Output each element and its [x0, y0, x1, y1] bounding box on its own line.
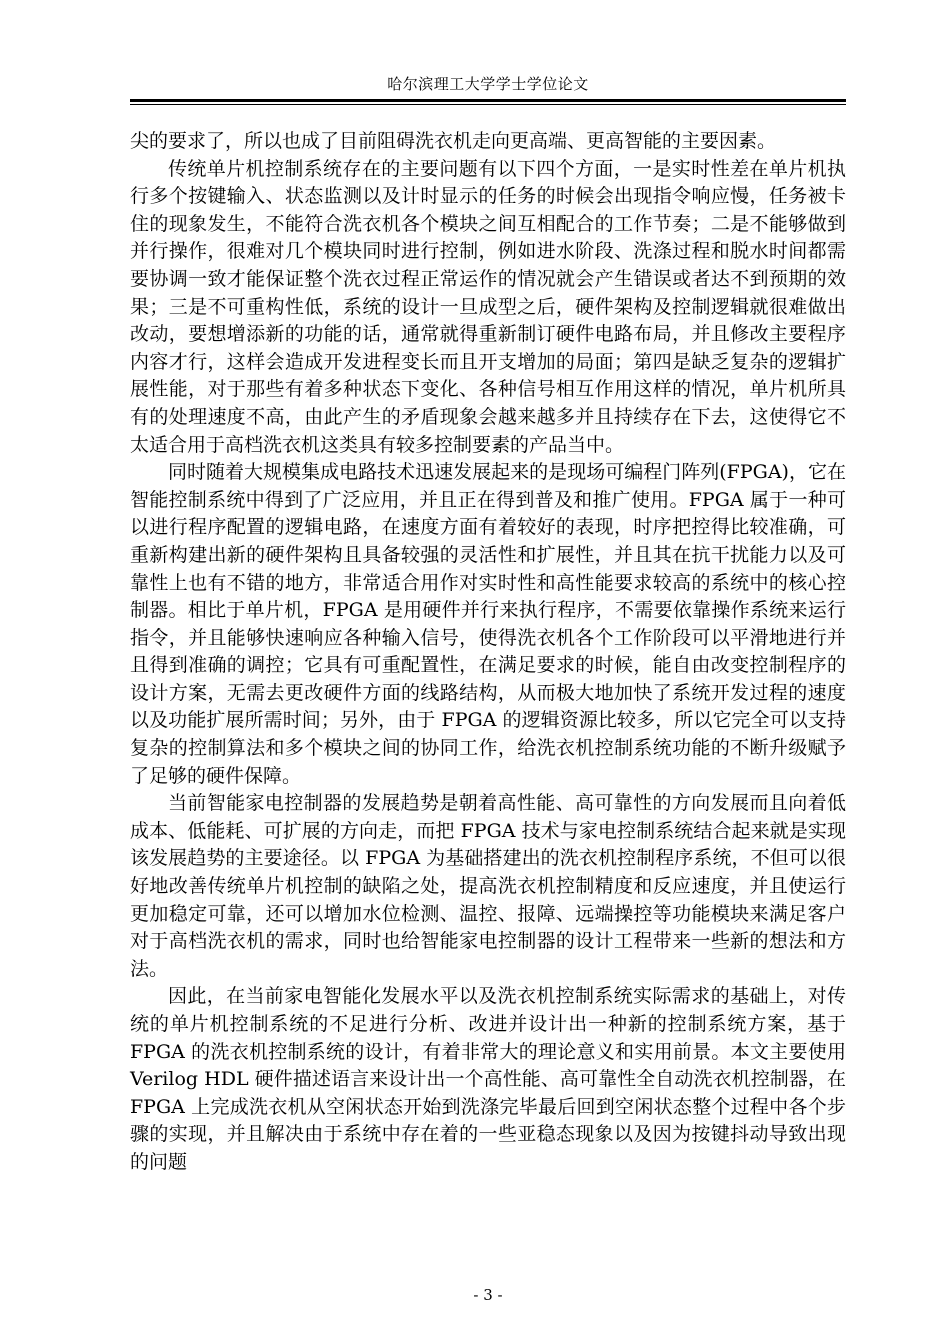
page-number: - 3 - [473, 1286, 503, 1304]
body-text [130, 128, 846, 1177]
paragraph-trend: 当前智能家电控制器的发展趋势是朝着高性能、高可靠性的方向发展而且向着低成本、低能耗、可扩展的方向走，而把 FPGA 技术与家电控制系统结合起来就是实现该发展趋势的主要途径。以 FPGA 为基础搭建出的洗衣机控制程序系统，不但可以很好地改善传统单片机控制的缺陷之处，提高洗衣机控制精度和反应速度，并且使运行更加稳定可靠，还可以增加水位检测、温控、报障、远端操控等功能模块来满足客户对于高档洗衣机的需求，同时也给智能家电控制器的设计工程带来一些新的想法和方法。 [130, 792, 846, 980]
header-rule-thin [130, 104, 846, 105]
running-header: 哈尔滨理工大学学士学位论文 [387, 75, 589, 93]
paragraph-fpga-intro: 同时随着大规模集成电路技术迅速发展起来的是现场可编程门阵列(FPGA)，它在智能控制系统中得到了广泛应用，并且正在得到普及和推广使用。FPGA 属于一种可以进行程序配置的逻辑电路，在速度方面有着较好的表现，时序把控得比较准确，可重新构建出新的硬件架构且具备较强的灵活性和扩展性，并且其在抗干扰能力以及可靠性上也有不错的地方，非常适合用作对实时性和高性能要求较高的系统中的核心控制器。相比于单片机，FPGA 是用硬件并行来执行程序，不需要依靠操作系统来运行指令，并且能够快速响应各种输入信号，使得洗衣机各个工作阶段可以平滑地进行并且得到准确的调控；它具有可重配置性，在满足要求的时候，能自由改变控制程序的设计方案，无需去更改硬件方面的线路结构，从而极大地加快了系统开发过程的速度以及功能扩展所需时间；另外，由于 FPGA 的逻辑资源比较多，所以它完全可以支持复杂的控制算法和多个模块之间的协同工作，给洗衣机控制系统功能的不断升级赋予了足够的硬件保障。 [130, 461, 846, 787]
header-rule-thick [130, 99, 846, 102]
paragraph-significance: 因此，在当前家电智能化发展水平以及洗衣机控制系统实际需求的基础上，对传统的单片机控制系统的不足进行分析、改进并设计出一种新的控制系统方案，基于 FPGA 的洗衣机控制系统的设计，有着非常大的理论意义和实用前景。本文主要使用 Verilog HDL 硬件描述语言来设计出一个高性能、高可靠性全自动洗衣机控制器，在 FPGA 上完成洗衣机从空闲状态开始到洗涤完毕最后回到空闲状态整个过程中各个步骤的实现，并且解决由于系统中存在着的一些亚稳态现象以及因为按键抖动导致出现的问题 [130, 985, 846, 1173]
paragraph-continuation: 尖的要求了，所以也成了目前阻碍洗衣机走向更高端、更高智能的主要因素。 [130, 130, 777, 152]
paragraph-mcu-problems: 传统单片机控制系统存在的主要问题有以下四个方面，一是实时性差在单片机执行多个按键输入、状态监测以及计时显示的任务的时候会出现指令响应慢，任务被卡住的现象发生，不能符合洗衣机各个模块之间互相配合的工作节奏；二是不能够做到并行操作，很难对几个模块同时进行控制，例如进水阶段、洗涤过程和脱水时间都需要协调一致才能保证整个洗衣过程正常运作的情况就会产生错误或者达不到预期的效果；三是不可重构性低，系统的设计一旦成型之后，硬件架构及控制逻辑就很难做出改动，要想增添新的功能的话，通常就得重新制订硬件电路布局，并且修改主要程序内容才行，这样会造成开发进程变长而且开支增加的局面；第四是缺乏复杂的逻辑扩展性能，对于那些有着多种状态下变化、各种信号相互作用这样的情况，单片机所具有的处理速度不高，由此产生的矛盾现象会越来越多并且持续存在下去，这使得它不太适合用于高档洗衣机这类具有较多控制要素的产品当中。 [130, 157, 846, 456]
